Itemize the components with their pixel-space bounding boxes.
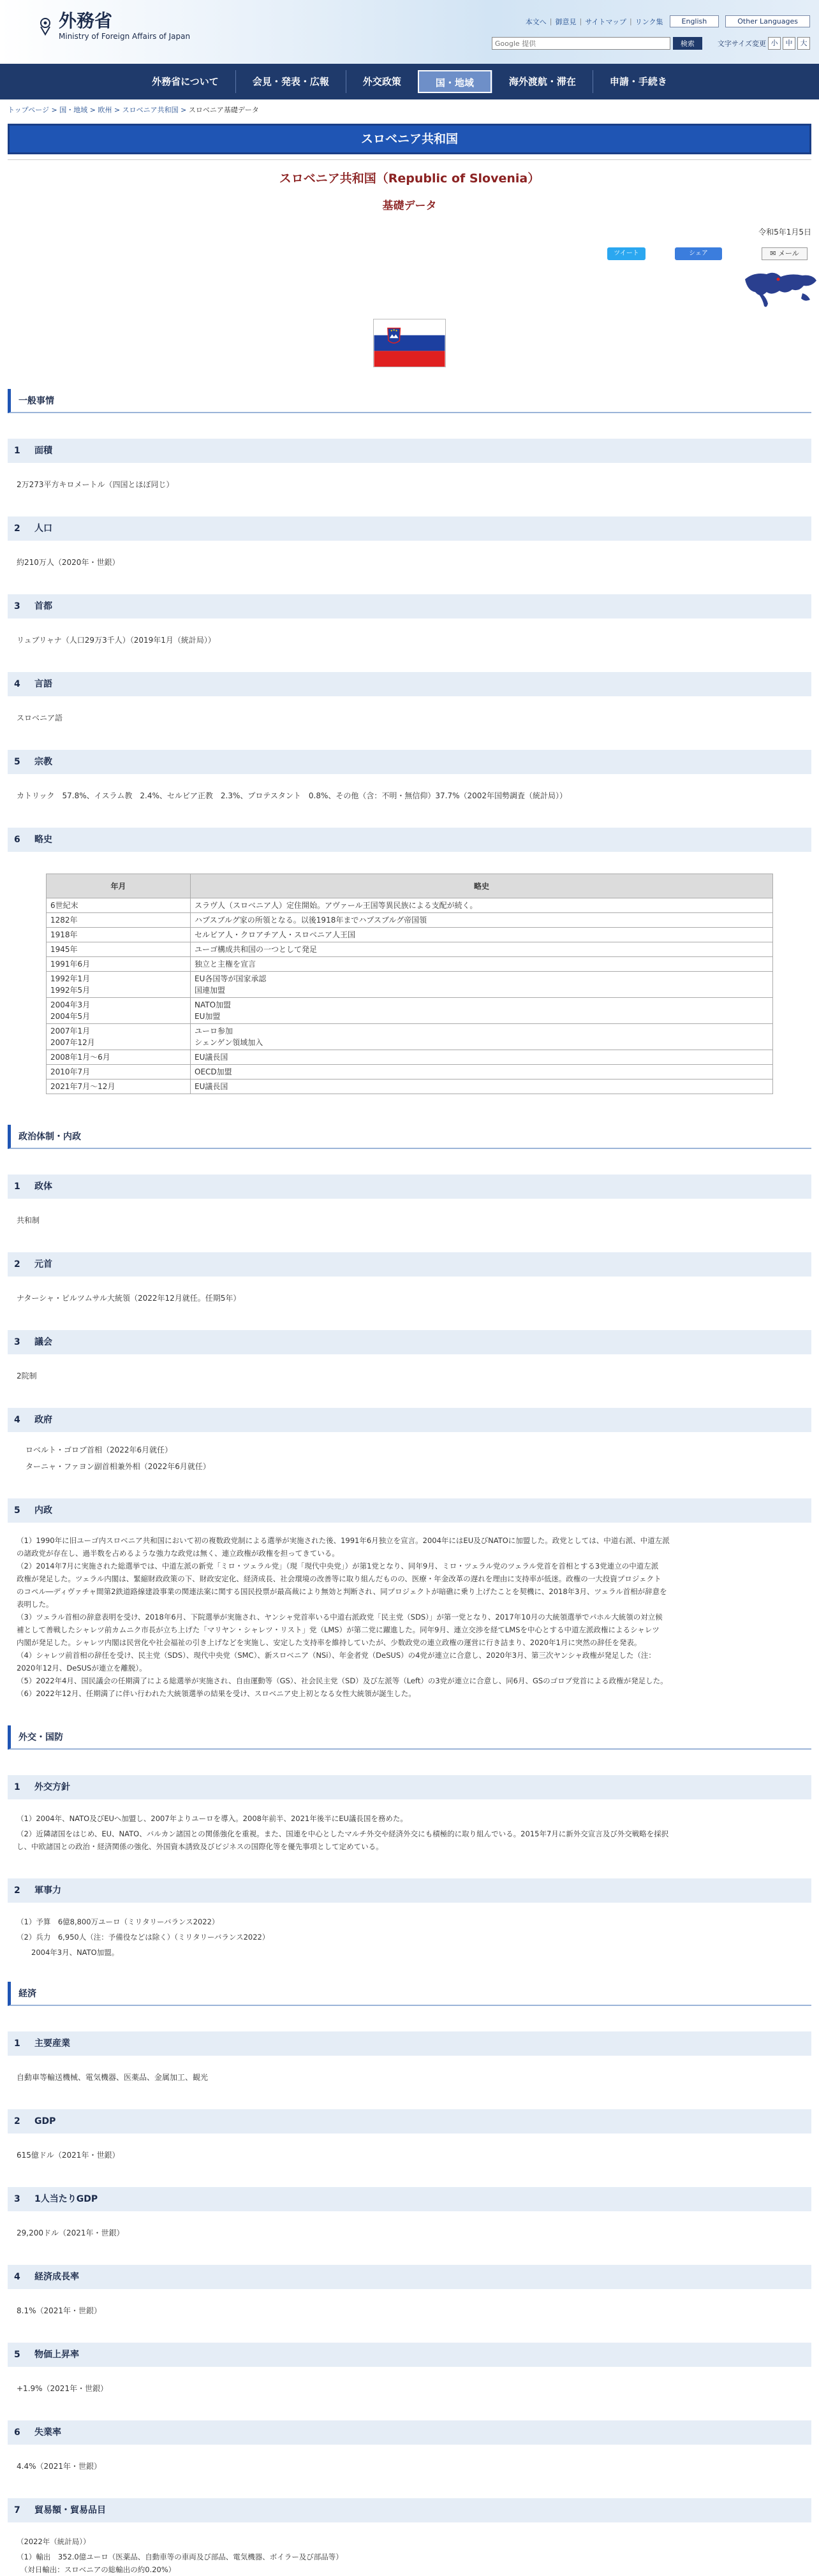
global-nav: [0, 64, 819, 99]
military-text: （1）予算 6億8,800万ユーロ（ミリタリーバランス2022） （2）兵力 6,950人（注：予備役などは除く）（ミリタリーバランス2022） 2004年3月、NATO加盟。: [17, 1917, 270, 1957]
table-row: 2007年1月 2007年12月 ユーロ参加 シェンゲン領域加入: [47, 1024, 773, 1050]
table-row: 2021年7月～12月 EU議長国: [47, 1079, 773, 1094]
breadcrumb-slovenia[interactable]: スロベニア共和国: [122, 106, 179, 114]
subhead-gdp: 2 GDP: [8, 2109, 811, 2133]
country-title: スロベニア共和国（Republic of Slovenia）: [279, 172, 540, 186]
table-row: 2010年7月 OECD加盟: [47, 1065, 773, 1079]
font-size-label: 文字サイズ変更: [717, 40, 766, 48]
font-medium-button[interactable]: 中: [783, 37, 795, 50]
font-small-button[interactable]: 小: [768, 37, 781, 50]
share-label: シェア: [689, 250, 708, 257]
section-politics: 政治体制・内政: [8, 1125, 811, 1149]
link-feedback[interactable]: 御意見: [555, 17, 577, 26]
nav-travel[interactable]: 海外渡航・滞在: [492, 70, 593, 93]
subhead-trade: 7 貿易額・貿易品目: [8, 2498, 811, 2522]
language-text: スロベニア語: [17, 714, 63, 722]
history-col-year: 年月: [47, 874, 191, 898]
breadcrumb-countries[interactable]: 国・地域: [59, 106, 88, 114]
subhead-gdp-per-capita: 3 1人当たりGDP: [8, 2187, 811, 2211]
subhead-military: 2 軍事力: [8, 1878, 811, 1903]
subhead-foreign-policy: 1 外交方針: [8, 1775, 811, 1799]
subhead-parliament: 3 議会: [8, 1330, 811, 1354]
subhead-head-of-state: 2 元首: [8, 1252, 811, 1277]
subhead-history: 6 略史: [8, 828, 811, 852]
industries-text: 自動車等輸送機械、電気機器、医薬品、金属加工、観光: [17, 2073, 209, 2082]
subhead-inflation: 5 物価上昇率: [8, 2343, 811, 2367]
world-map-icon: [741, 267, 819, 311]
logo-japanese: 外務省: [59, 10, 113, 31]
area-text: 2万273平方キロメートル（四国とほぼ同じ）: [17, 480, 174, 489]
polity-text: 共和制: [17, 1216, 40, 1225]
subhead-language: 4 言語: [8, 672, 811, 696]
subhead-religion: 5 宗教: [8, 750, 811, 774]
breadcrumb-current: スロベニア基礎データ: [188, 106, 259, 114]
table-row: 6世紀末 スラヴ人（スロベニア人）定住開始。アヴァール王国等異民族による支配が続く。: [47, 898, 773, 913]
basic-data-title: 基礎データ: [382, 200, 437, 212]
nav-applications[interactable]: 申請・手続き: [593, 70, 684, 93]
subhead-industries: 1 主要産業: [8, 2031, 811, 2056]
history-col-event: 略史: [191, 874, 773, 898]
mail-button[interactable]: ✉ メール: [762, 247, 808, 260]
subhead-government: 4 政府: [8, 1408, 811, 1432]
nav-about[interactable]: 外務省について: [152, 76, 219, 87]
flag-wrap: [0, 319, 819, 367]
breadcrumb-top[interactable]: トップページ: [8, 106, 50, 114]
head-of-state-text: ナターシャ・ピルツムサル大統領（2022年12月就任。任期5年）: [17, 1294, 241, 1303]
emblem-icon: [37, 17, 54, 36]
nav-policy[interactable]: 外交政策: [346, 70, 418, 93]
slovenia-flag-icon: [373, 319, 446, 367]
table-row: 1992年1月 1992年5月 EU各国等が国家承認 国連加盟: [47, 972, 773, 998]
share-row: [8, 241, 811, 318]
section-economy: 経済: [8, 1982, 811, 2006]
subhead-domestic-politics: 5 内政: [8, 1498, 811, 1523]
foreign-policy-text: （1）2004年、NATO及びEUへ加盟し、2007年よりユーロを導入。2008年前半、2021年後半にEU議長国を務めた。 （2）近隣諸国をはじめ、EU、NATO、バルカン諸国との関係強化を重視。また、国連を中心としたマルチ外交や経済外交にも積極的に取り組んでいる。2015年7月に新外交宣言及び外交戦略を採択 し、中欧諸国との政治・経済関係の強化、外国資本誘致及びビジネスの国際化等を優先事項として定めている。: [17, 1814, 669, 1851]
unemployment-text: 4.4%（2021年・世銀）: [17, 2462, 102, 2471]
tweet-button[interactable]: [607, 247, 646, 260]
search-button[interactable]: 検索: [673, 37, 702, 50]
gdp-text: 615億ドル（2021年・世銀）: [17, 2151, 120, 2160]
table-row: 2004年3月 2004年5月 NATO加盟 EU加盟: [47, 998, 773, 1024]
mail-label: メール: [778, 249, 799, 258]
search-bar: [492, 37, 810, 50]
link-links[interactable]: リンク集: [635, 17, 663, 26]
divider: |: [579, 17, 582, 26]
section-diplomacy: 外交・国防: [8, 1725, 811, 1750]
subhead-population: 2 人口: [8, 516, 811, 541]
history-table: [46, 874, 773, 1094]
parliament-text: 2院制: [17, 1372, 37, 1380]
page-title: スロベニア共和国: [8, 124, 811, 154]
english-button[interactable]: English: [670, 15, 719, 27]
subhead-growth-rate: 4 経済成長率: [8, 2265, 811, 2289]
table-row: 1991年6月 独立と主権を宣言: [47, 957, 773, 972]
table-row: 2008年1月～6月 EU議長国: [47, 1050, 773, 1065]
population-text: 約210万人（2020年・世銀）: [17, 558, 120, 567]
table-row: 1282年 ハプスブルグ家の所領となる。以後1918年までハプスブルグ帝国領: [47, 913, 773, 928]
site-logo[interactable]: [37, 11, 190, 41]
subhead-polity: 1 政体: [8, 1175, 811, 1199]
religion-text: カトリック 57.8%、イスラム教 2.4%、セルビア正教 2.3%、プロテスタント 0.8%、その他（含：不明・無信仰）37.7%（2002年国勢調査（統計局））: [17, 791, 568, 800]
trade-text: （2022年（統計局）） （1）輸出 352.0億ユーロ（医薬品、自動車等の車両及び部品、電気機器、ボイラー及び部品等） （対日輸出：スロベニアの総輸出の約0.20%）: [17, 2537, 343, 2574]
site-header: [0, 0, 819, 64]
breadcrumb-europe[interactable]: 欧州: [98, 106, 112, 114]
font-large-button[interactable]: 大: [797, 37, 810, 50]
update-date: 令和5年1月5日: [758, 228, 811, 237]
divider: |: [630, 17, 632, 26]
capital-text: リュブリャナ（人口29万3千人）（2019年1月（統計局））: [17, 636, 216, 645]
tweet-label: ツイート: [614, 250, 639, 257]
title-block: [8, 159, 811, 212]
link-skip-to-content[interactable]: 本文へ: [525, 17, 547, 26]
table-row: 1945年 ユーゴ構成共和国の一つとして発足: [47, 942, 773, 957]
section-general: 一般事情: [8, 389, 811, 413]
growth-rate-text: 8.1%（2021年・世銀）: [17, 2306, 102, 2315]
subhead-capital: 3 首都: [8, 594, 811, 618]
nav-countries[interactable]: 国・地域: [418, 70, 492, 93]
other-languages-button[interactable]: Other Languages: [725, 15, 810, 27]
gdp-per-capita-text: 29,200ドル（2021年・世銀）: [17, 2228, 124, 2237]
subhead-area: 1 面積: [8, 439, 811, 463]
nav-press[interactable]: 会見・発表・広報: [235, 70, 346, 93]
link-sitemap[interactable]: サイトマップ: [585, 17, 627, 26]
logo-english: Ministry of Foreign Affairs of Japan: [59, 32, 191, 41]
domestic-politics-text: （1）1990年に旧ユーゴ内スロベニア共和国において初の複数政党制による選挙が実施された後、1991年6月独立を宣言。2004年にはEU及びNATOに加盟した。政党としては、中道右派、中道左派 の諸政党が存在し、過半数を占めるような強力な政党は無く、連立政権が政権を担ってきている。 （2）2014年7月に実施された総選挙では、中道左派の新党「ミロ・ツェラル党」（現「現代中央党」）が第1党となり、同年9月、ミロ・ツェラル党のツェラル党首を首相とする3党連立の中道左派 政権が発足した。ツェラル内閣は、緊縮財政政策の下、財政安定化、経済成長、社会環境の改善等に取り組んだものの、医療・年金改革の遅れを理由に支持率が低迷。政権の一大投資プロジェクト のコペル―ディヴァチャ間第2鉄道路線建設事業の関連法案に関する国民投票が最高裁により無効と判断され、同プロジェクトが暗礁に乗り上げたことを契機に、2018年3月、ツェラル首相が辞意を 表明した。 （3）ツェラル首相の辞意表明を受け、2018年6月、下院選挙が実施され、ヤンシャ党首率いる中道右派政党「民主党（SDS）」が第一党となり、2017年10月の大統領選挙でパホル大統領の対立候 補として善戦したシャレツ前カムニク市長が立ち上げた「マリヤン・シャレツ・リスト」党（LMS）が第二党に躍進した。同年9月、連立交渉を経てLMSを中心とする中道左派政権によるシャレツ 内閣が発足した。シャレツ内閣は民営化や社会福祉の引き上げなどを実施し、安定した支持率を維持していたが、少数政党の連立政権の運営に行き詰まり、2020年1月に突然の辞任を発表。 （4）シャレツ前首相の辞任を受け、民主党（SDS）、現代中央党（SMC）、新スロベニア（NSi）、年金者党（DeSUS）の4党が連立に合意し、2020年3月、第三次ヤンシャ政権が発足した（注： 2020年12月、DeSUSが連立を離脱）。 （5）2022年4月、国民議会の任期満了による総選挙が実施され、自由運動等（GS）、社会民主党（SD）及び左派等（Left）の3党が連立に合意し、同6月、GSのゴロブ党首による政権が発足した。 （6）2022年12月、任期満了に伴い行われた大統領選挙の結果を受け、スロベニア史上初となる女性大統領が誕生した。: [17, 1536, 670, 1698]
utility-links: [526, 15, 810, 27]
inflation-text: +1.9%（2021年・世銀）: [17, 2384, 108, 2393]
subhead-unemployment: 6 失業率: [8, 2420, 811, 2445]
search-input[interactable]: [492, 37, 670, 50]
government-text: ロベルト・ゴロブ首相（2022年6月就任） ターニャ・ファヨン副首相兼外相（2022年6月就任）: [26, 1445, 210, 1471]
table-row: 1918年 セルビア人・クロアチア人・スロベニア人王国: [47, 928, 773, 942]
breadcrumb: トップページ > 国・地域 > 欧州 > スロベニア共和国 > スロベニア基礎データ: [8, 106, 259, 114]
facebook-share-button[interactable]: [675, 247, 722, 260]
divider: |: [549, 17, 552, 26]
